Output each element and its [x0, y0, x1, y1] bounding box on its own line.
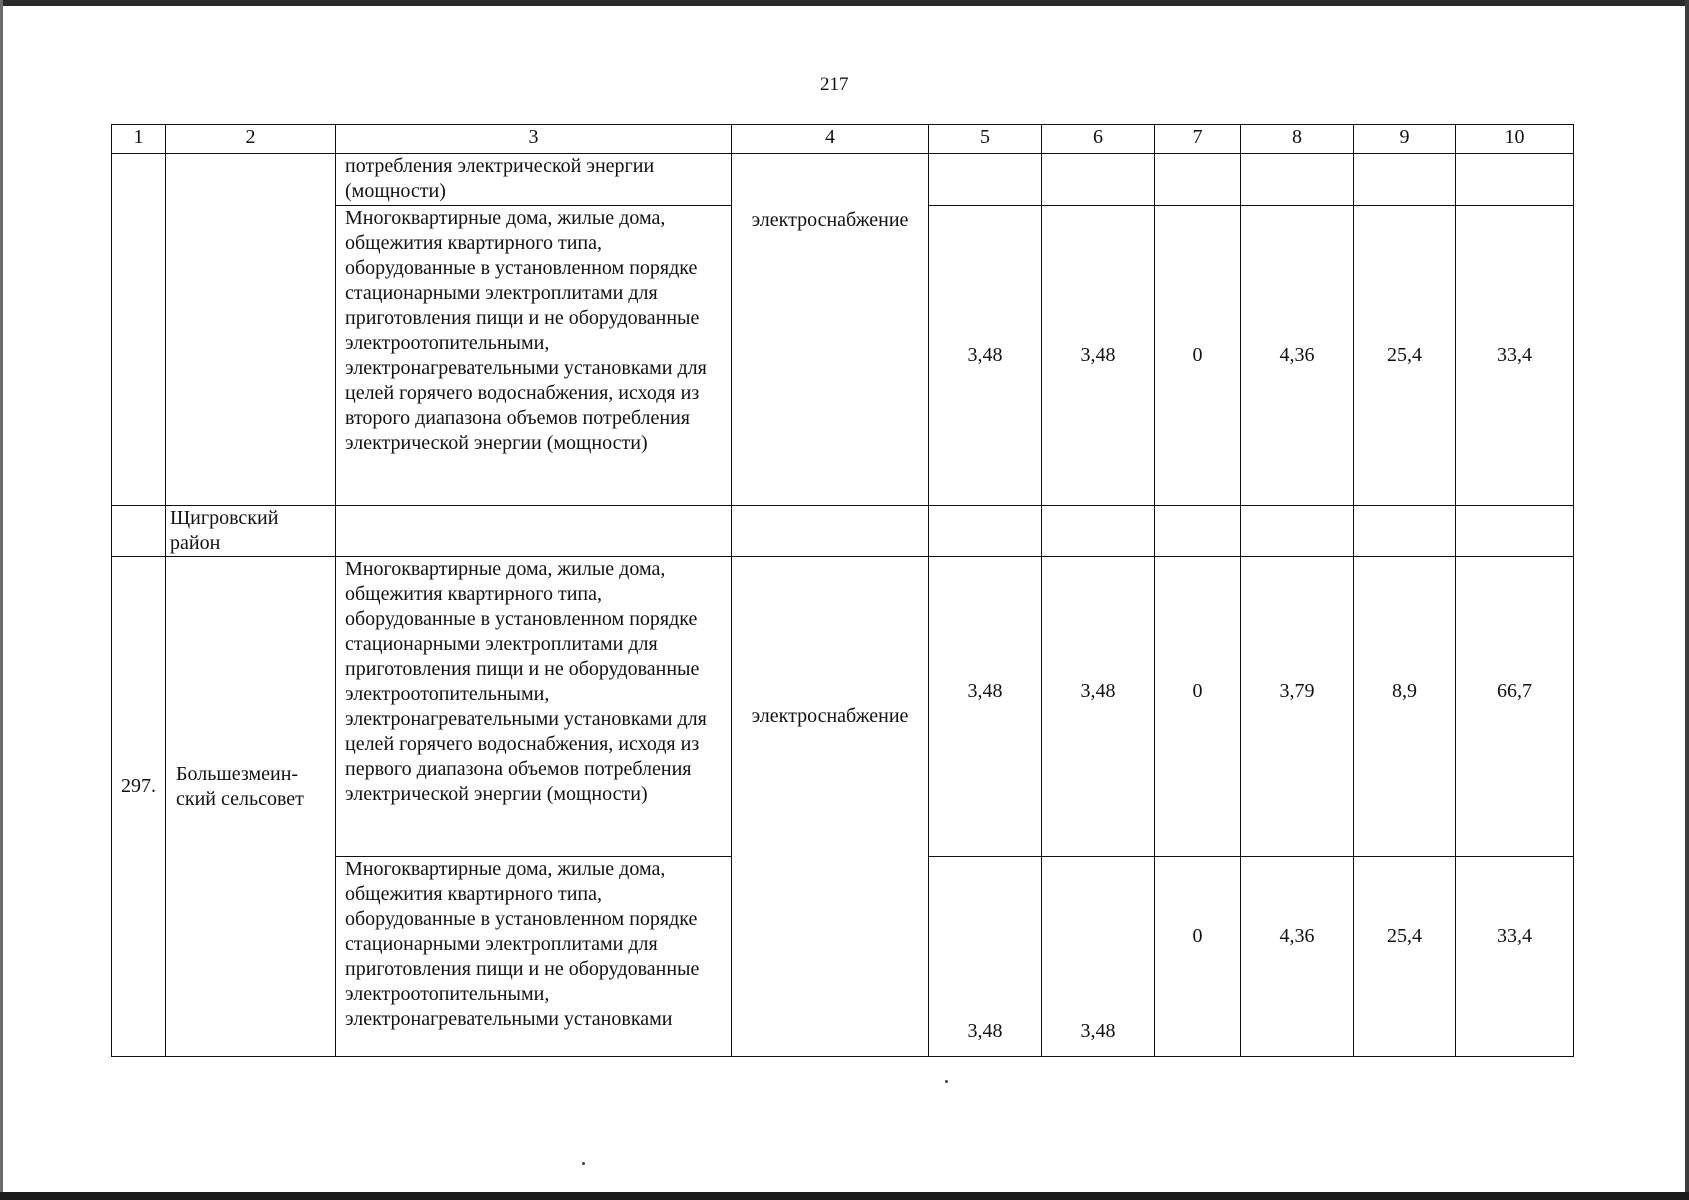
- service-type-cell: [732, 506, 929, 557]
- value-cell-col10: 33,4: [1456, 857, 1574, 1057]
- header-cell-1: 1: [112, 125, 166, 154]
- district-row: [112, 506, 1574, 557]
- service-type-cell: электроснабжение: [732, 154, 929, 506]
- value-cell-col9: 25,4: [1354, 857, 1456, 1057]
- value-cell-col8: 4,36: [1241, 857, 1354, 1057]
- value-cell-col8: 4,36: [1241, 206, 1354, 506]
- value-cell-col6: 3,48: [1042, 557, 1155, 857]
- value-cell-col10: 33,4: [1456, 206, 1574, 506]
- scan-border-top: [0, 0, 1689, 6]
- locality-cell: [166, 154, 336, 506]
- index-cell: [112, 506, 166, 557]
- header-cell-5: 5: [929, 125, 1042, 154]
- value-cell-col9: [1354, 506, 1456, 557]
- value-cell-col5: 3,48: [929, 557, 1042, 857]
- locality-cell: Большезмеин-ский сельсовет: [166, 557, 336, 1057]
- value-cell-col5: [929, 506, 1042, 557]
- table-row-continuation: [112, 154, 1574, 206]
- value-cell-col10: [1456, 506, 1574, 557]
- header-cell-8: 8: [1241, 125, 1354, 154]
- value-cell-col6: [1042, 506, 1155, 557]
- value-cell-col5: [929, 154, 1042, 206]
- value-cell-col6: 3,48: [1042, 857, 1155, 1057]
- header-cell-3: 3: [336, 125, 732, 154]
- value-cell-col5: 3,48: [929, 206, 1042, 506]
- value-cell-col10: 66,7: [1456, 557, 1574, 857]
- value-cell-col7: 0: [1155, 557, 1241, 857]
- index-cell: [112, 154, 166, 506]
- scan-speck: [945, 1080, 948, 1083]
- value-cell-col7: 0: [1155, 206, 1241, 506]
- header-cell-2: 2: [166, 125, 336, 154]
- scan-speck: [582, 1162, 585, 1165]
- consumer-description-cell: Многоквартирные дома, жилые дома, общежития квартирного типа, оборудованные в установленном порядке стационарными электроплитами для приготовления пищи и не оборудованные электроотопительными, электронагревательными установками для целей горячего водоснабжения, исходя из первого диапазона объемов потребления электрической энергии (мощности): [336, 557, 732, 857]
- page-number: 217: [820, 74, 849, 95]
- header-cell-4: 4: [732, 125, 929, 154]
- scan-border-left: [0, 0, 3, 1200]
- value-cell-col8: [1241, 506, 1354, 557]
- header-cell-10: 10: [1456, 125, 1574, 154]
- consumer-description-cell: Многоквартирные дома, жилые дома, общежития квартирного типа, оборудованные в установленном порядке стационарными электроплитами для приготовления пищи и не оборудованные электроотопительными, электронагревательными установками для целей горячего водоснабжения, исходя из второго диапазона объемов потребления электрической энергии (мощности): [336, 206, 732, 506]
- value-cell-col8: 3,79: [1241, 557, 1354, 857]
- value-cell-col6: [1042, 154, 1155, 206]
- district-name-cell: Щигровский район: [166, 506, 336, 557]
- value-cell-col6: 3,48: [1042, 206, 1155, 506]
- value-cell-col9: 25,4: [1354, 206, 1456, 506]
- index-cell: 297.: [112, 557, 166, 1057]
- consumer-description-cell: [336, 506, 732, 557]
- tariff-table: [111, 124, 1574, 1057]
- consumer-description-cell: Многоквартирные дома, жилые дома, общежития квартирного типа, оборудованные в установленном порядке стационарными электроплитами для приготовления пищи и не оборудованные электроотопительными, электронагревательными установками: [336, 857, 732, 1057]
- scan-border-right: [1685, 0, 1689, 1200]
- value-cell-col7: [1155, 506, 1241, 557]
- service-type-cell: электроснабжение: [732, 557, 929, 1057]
- header-cell-6: 6: [1042, 125, 1155, 154]
- scan-border-bottom: [0, 1192, 1689, 1200]
- value-cell-col5: 3,48: [929, 857, 1042, 1057]
- table-row: [112, 557, 1574, 857]
- value-cell-col7: 0: [1155, 857, 1241, 1057]
- value-cell-col7: [1155, 154, 1241, 206]
- value-cell-col8: [1241, 154, 1354, 206]
- value-cell-col10: [1456, 154, 1574, 206]
- consumer-description-cell: потребления электрической энергии (мощности): [336, 154, 732, 206]
- header-cell-7: 7: [1155, 125, 1241, 154]
- header-cell-9: 9: [1354, 125, 1456, 154]
- tariff-table-container: [111, 124, 1574, 1057]
- value-cell-col9: 8,9: [1354, 557, 1456, 857]
- header-row: [112, 125, 1574, 154]
- value-cell-col9: [1354, 154, 1456, 206]
